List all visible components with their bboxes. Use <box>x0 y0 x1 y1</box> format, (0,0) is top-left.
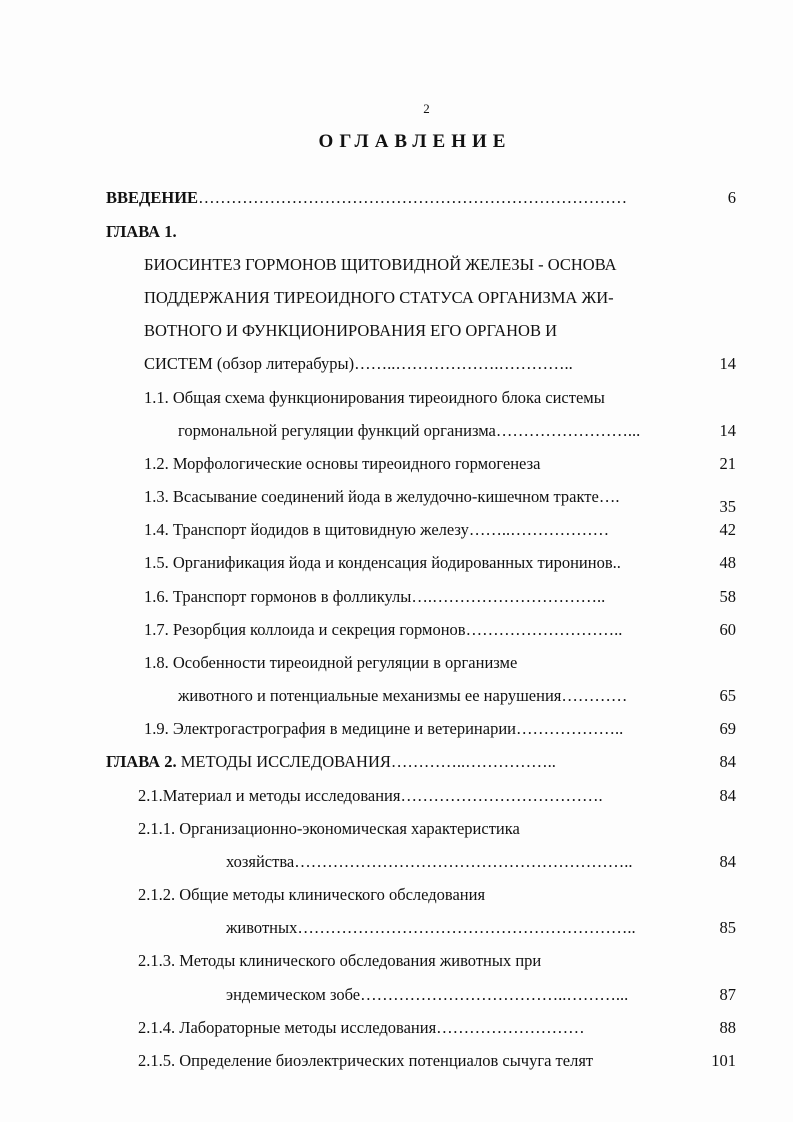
toc-section-1-1-cont[interactable]: гормональной регуляции функций организма……………………... <box>178 421 641 440</box>
toc-page-number: 84 <box>719 786 736 805</box>
toc-leader: …………………………………………………………………… <box>198 188 628 207</box>
toc-page-number: 48 <box>719 553 736 572</box>
toc-chapter-1-title-line: ВОТНОГО И ФУНКЦИОНИРОВАНИЯ ЕГО ОРГАНОВ И <box>144 321 558 340</box>
toc-page-number: 14 <box>719 421 736 440</box>
page-number: 2 <box>423 101 430 116</box>
toc-chapter-1-heading[interactable] <box>106 221 177 243</box>
toc-page-number: 58 <box>719 587 736 606</box>
toc-section-1-4[interactable]: 1.4. Транспорт йодидов в щитовидную железу……..……………… <box>144 520 610 539</box>
toc-page-number: 84 <box>719 752 736 771</box>
toc-section-2-1-2-cont[interactable]: животных…………………………………………………….. <box>226 918 636 937</box>
page-title: ОГЛАВЛЕНИЕ <box>318 131 512 152</box>
toc-lead: ГЛАВА 2. <box>106 752 177 771</box>
toc-chapter-2[interactable] <box>106 751 556 773</box>
toc-chapter-2-title: МЕТОДЫ ИССЛЕДОВАНИЯ…………..…………….. <box>176 752 556 771</box>
toc-page-number: 88 <box>719 1018 736 1037</box>
toc-page-number: 69 <box>719 719 736 738</box>
toc-page-number: 35 <box>719 497 736 516</box>
toc-lead: ГЛАВА 1. <box>106 222 177 241</box>
toc-section-2-1-4[interactable]: 2.1.4. Лабораторные методы исследования……………………… <box>138 1018 585 1037</box>
toc-page-number: 21 <box>719 454 736 473</box>
toc-page-number: 101 <box>711 1051 736 1070</box>
toc-section-1-9[interactable]: 1.9. Электрогастрография в медицине и ветеринарии……………….. <box>144 719 624 738</box>
toc-section-1-2[interactable]: 1.2. Морфологические основы тиреоидного гормогенеза <box>144 454 541 473</box>
toc-page-number: 84 <box>719 852 736 871</box>
toc-section-2-1[interactable]: 2.1.Материал и методы исследования………………………………. <box>138 786 603 805</box>
toc-section-2-1-2[interactable]: 2.1.2. Общие методы клинического обследования <box>138 885 486 904</box>
toc-page-number: 60 <box>719 620 736 639</box>
toc-section-1-1[interactable]: 1.1. Общая схема функционирования тиреоидного блока системы <box>144 388 605 407</box>
toc-chapter-1-title-line: БИОСИНТЕЗ ГОРМОНОВ ЩИТОВИДНОЙ ЖЕЛЕЗЫ - ОСНОВА <box>144 255 617 274</box>
toc-page-number: 6 <box>727 188 736 207</box>
toc-page-number: 85 <box>719 918 736 937</box>
toc-section-1-8-cont[interactable]: животного и потенциальные механизмы ее нарушения………… <box>178 686 628 705</box>
toc-chapter-1-title-line: ПОДДЕРЖАНИЯ ТИРЕОИДНОГО СТАТУСА ОРГАНИЗМА ЖИ- <box>144 288 614 307</box>
toc-page-number: 14 <box>719 354 736 373</box>
toc-page-number: 87 <box>719 985 736 1004</box>
toc-section-2-1-3[interactable]: 2.1.3. Методы клинического обследования животных при <box>138 951 542 970</box>
toc-section-2-1-5[interactable]: 2.1.5. Определение биоэлектрических потенциалов сычуга телят <box>138 1051 594 1070</box>
toc-page-number: 65 <box>719 686 736 705</box>
toc-section-1-3[interactable]: 1.3. Всасывание соединений йода в желудочно-кишечном тракте…. <box>144 487 620 506</box>
toc-chapter-1-title-line[interactable]: СИСТЕМ (обзор литерабуры)……..……………….………….. <box>144 354 573 373</box>
toc-section-1-8[interactable]: 1.8. Особенности тиреоидной регуляции в организме <box>144 653 518 672</box>
toc-entry-introduction[interactable] <box>106 187 627 209</box>
toc-section-1-5[interactable]: 1.5. Органификация йода и конденсация йодированных тиронинов.. <box>144 553 621 572</box>
toc-section-1-7[interactable]: 1.7. Резорбция коллоида и секреция гормонов……………………….. <box>144 620 623 639</box>
toc-section-1-6[interactable]: 1.6. Транспорт гормонов в фолликулы….………………………….. <box>144 587 606 606</box>
toc-lead: ВВЕДЕНИЕ <box>106 188 199 207</box>
toc-section-2-1-3-cont[interactable]: эндемическом зобе………………………………..………... <box>226 985 629 1004</box>
toc-section-2-1-1-cont[interactable]: хозяйства…………………………………………………….. <box>226 852 633 871</box>
toc-section-2-1-1[interactable]: 2.1.1. Организационно-экономическая характеристика <box>138 819 520 838</box>
toc-page-number: 42 <box>719 520 736 539</box>
